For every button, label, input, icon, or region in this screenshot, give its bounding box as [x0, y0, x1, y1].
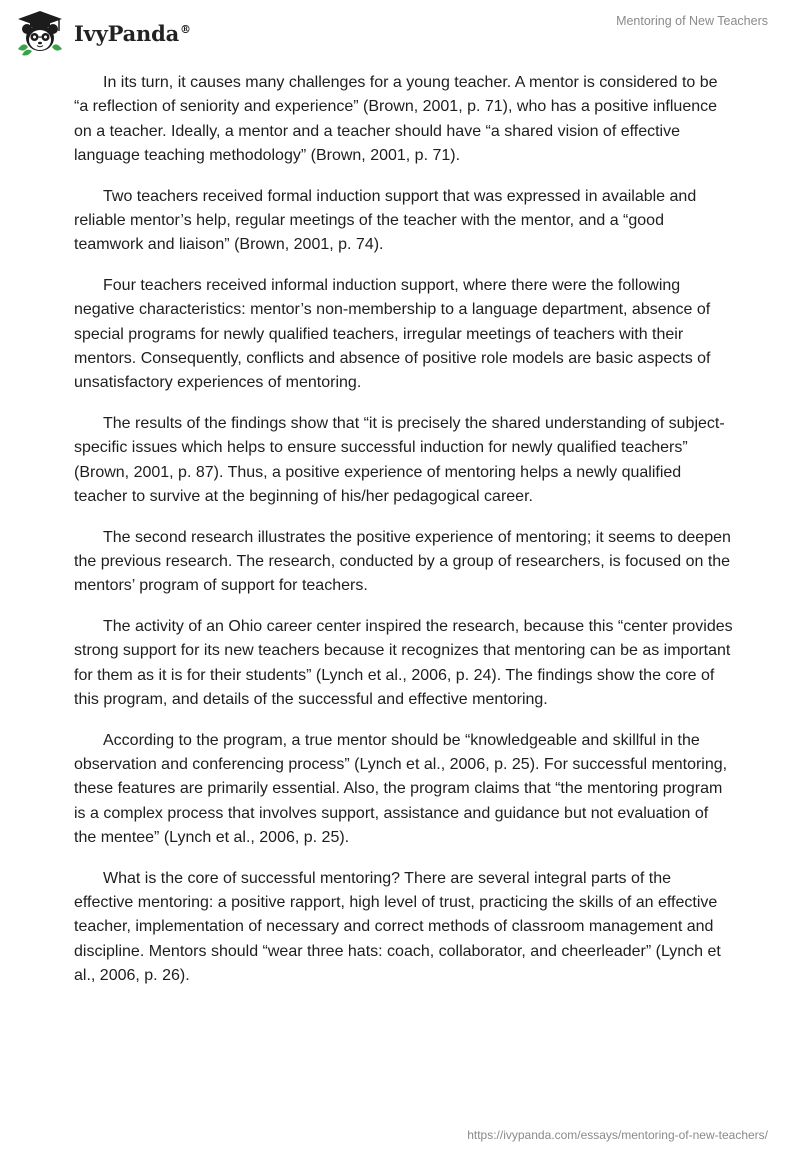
paragraph: The results of the findings show that “it is precisely the shared understanding of subject-specific issues which helps to ensure successful induction for newly qualified teachers” (Brown, 2001, p. 87). Thus, a positive experience of mentoring helps a newly qualified teacher to survive at the beginning of his/her pedagogical career.	[74, 415, 725, 505]
paragraph: In its turn, it causes many challenges for a young teacher. A mentor is considered to be “a reflection of seniority and experience” (Brown, 2001, p. 71), who has a positive influence on a teacher. Ideally, a mentor and a teacher should have “a shared vision of effective language teaching methodology” (Brown, 2001, p. 71).	[74, 74, 718, 164]
brand-name: IvyPanda®	[74, 20, 191, 46]
page-header	[0, 0, 800, 70]
document-title: Mentoring of New Teachers	[616, 14, 768, 28]
paragraph: What is the core of successful mentoring? There are several integral parts of the effective mentoring: a positive rapport, high level of trust, practicing the skills of an effective teacher, implementation of necessary and correct methods of classroom management and discipline. Mentors should “wear three hats: coach, collaborator, and cheerleader” (Lynch et al., 2006, p. 26).	[74, 869, 721, 984]
paragraph: Four teachers received informal induction support, where there were the following negative characteristics: mentor’s non-membership to a language department, absence of special programs for newly qualified teachers, irregular meetings of teachers with their mentors. Consequently, conflicts and absence of positive role models are basic aspects of unsatisfactory experiences of mentoring.	[74, 277, 711, 392]
panda-graduate-icon	[14, 9, 66, 57]
paragraph: The activity of an Ohio career center inspired the research, because this “center provides strong support for its new teachers because it recognizes that mentoring can be as important for them as it is for their students” (Lynch et al., 2006, p. 24). The findings show the core of this program, and details of the successful and effective mentoring.	[74, 618, 733, 709]
logo[interactable]	[14, 9, 191, 57]
paragraph: The second research illustrates the positive experience of mentoring; it seems to deepen the previous research. The research, conducted by a group of researchers, is focused on the mentors’ program of support for teachers.	[74, 528, 731, 595]
source-url[interactable]: https://ivypanda.com/essays/mentoring-of-new-teachers/	[467, 1128, 768, 1142]
paragraph: Two teachers received formal induction support that was expressed in available and reliable mentor’s help, regular meetings of the teacher with the mentor, and a “good teamwork and liaison” (Brown, 2001, p. 74).	[74, 187, 697, 254]
essay-body	[74, 71, 734, 1005]
paragraph: According to the program, a true mentor should be “knowledgeable and skillful in the observation and conferencing process” (Lynch et al., 2006, p. 25). For successful mentoring, these features are primarily essential. Also, the program claims that “the mentoring program is a complex process that involves support, assistance and guidance but not evaluation of the mentee” (Lynch et al., 2006, p. 25).	[74, 731, 728, 847]
